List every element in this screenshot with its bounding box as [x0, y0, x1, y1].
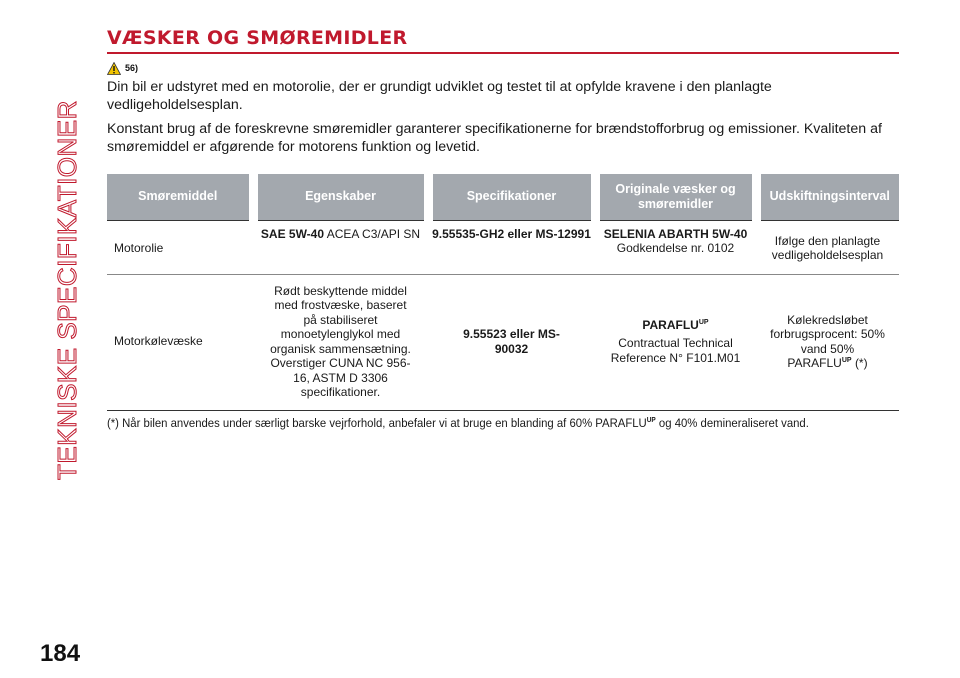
column-header: Specifikationer [428, 174, 595, 220]
product-superscript: UP [698, 318, 709, 326]
interval-text: Kølekredsløbet forbrugsprocent: 50% vand 50% PARAFLU [770, 312, 885, 370]
cell-lubricant: Motorolie [107, 220, 253, 274]
lubricant-spec-table [107, 174, 899, 411]
cell-spec: 9.55523 eller MS-90032 [428, 274, 595, 410]
cell-original [595, 220, 756, 274]
original-reference: Contractual Technical Reference N° F101.M01 [610, 336, 741, 365]
warning-reference [107, 61, 899, 75]
table-footnote: (*) Når bilen anvendes under særligt barske vejrforhold, anbefaler vi at bruge en blanding af 60% $PARAFLU^{UP}$ og 40% demineraliseret vand. [107, 415, 809, 430]
table-row [107, 274, 899, 410]
table-row [107, 220, 899, 274]
cell-spec: 9.55535-GH2 eller MS-12991 [428, 220, 595, 274]
main-content [107, 28, 899, 431]
original-approval: Godkendelse nr. 0102 [616, 241, 735, 255]
interval-superscript: UP [841, 357, 852, 364]
cell-original [595, 274, 756, 410]
warning-triangle-icon [107, 62, 121, 75]
cell-properties: Rødt beskyttende middel med frostvæske, baseret på stabiliseret monoetylenglykol med organisk sammensætning. Overstiger CUNA NC 956-16, ASTM D 3306 specifikationer. [253, 274, 428, 410]
original-product: $PARAFLU^{UP}$ [642, 317, 709, 332]
cell-interval: Ifølge den planlagte vedligeholdelsesplan [756, 220, 899, 274]
column-header: Originale væsker og smøremidler [595, 174, 756, 220]
column-header: Egenskaber [253, 174, 428, 220]
properties-standard: ACEA C3/API SN [326, 226, 421, 241]
interval-footnote-mark: (*) [854, 356, 868, 370]
page-number: 184 [40, 640, 81, 667]
warning-ref-number: 56) [125, 63, 139, 73]
cell-interval [756, 274, 899, 410]
intro-paragraph-1: Din bil er udstyret med en motorolie, der er grundigt udviklet og testet til at opfylde kravene i den planlagte vedligeholdelsesplan. [107, 79, 772, 113]
cell-properties [253, 220, 428, 274]
column-header: Smøremiddel [107, 174, 253, 220]
cell-lubricant: Motorkølevæske [107, 274, 253, 410]
intro-paragraph-2: Konstant brug af de foreskrevne smøremidler garanterer specifikationerne for brændstofforbrug og emissioner. Kvaliteten af smøremiddel er afgørende for motorens funktion og levetid. [107, 121, 882, 155]
footnote-superscript: UP [646, 416, 656, 424]
table-header-row [107, 174, 899, 220]
section-title: VÆSKER OG SMØREMIDLER [107, 28, 899, 54]
original-product: SELENIA ABARTH 5W-40 [603, 226, 748, 241]
column-header: Udskiftningsinterval [756, 174, 899, 220]
sidebar-section-label: TEKNISKE SPECIFIKATIONER [52, 100, 82, 480]
properties-grade: SAE 5W-40 [260, 226, 325, 241]
